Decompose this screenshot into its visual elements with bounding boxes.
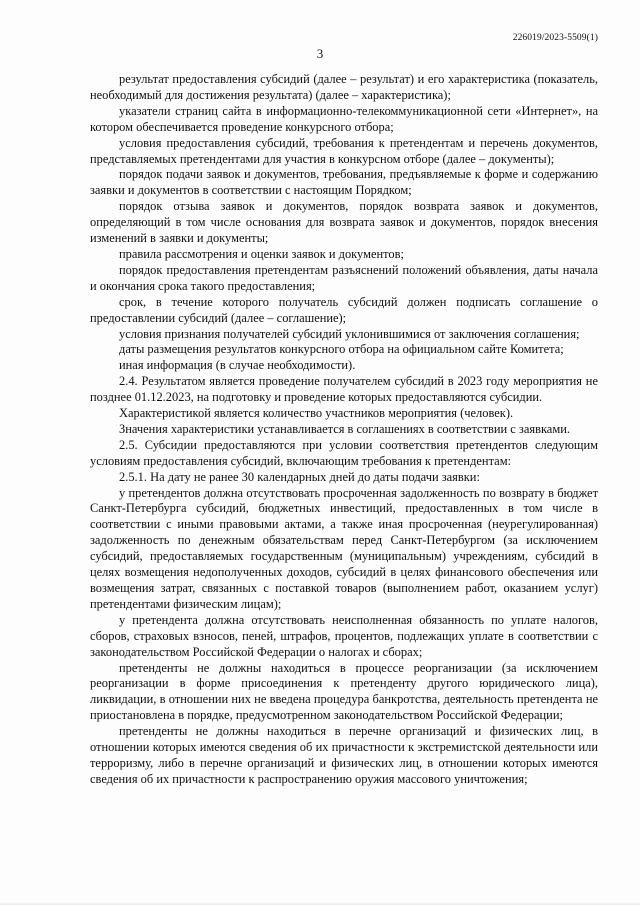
paragraph: у претендента должна отсутствовать неисполненная обязанность по уплате налогов, сборов, страховых взносов, пеней, штрафов, процентов, подлежащих уплате в соответствии с законодательством Российской Федерации о налогах и сборах; <box>90 612 598 659</box>
paragraph: указатели страниц сайта в информационно-телекоммуникационной сети «Интернет», на котором обеспечивается проведение конкурсного отбора; <box>90 103 598 134</box>
paragraph: порядок подачи заявок и документов, требования, предъявляемые к форме и содержанию заявки и документов в соответствии с настоящим Порядком; <box>90 167 598 198</box>
document-number: 226019/2023-5509(1) <box>512 33 598 43</box>
paragraph: иная информация (в случае необходимости). <box>119 358 356 373</box>
paragraph: даты размещения результатов конкурсного отбора на официальном сайте Комитета; <box>119 342 564 357</box>
paragraph: срок, в течение которого получатель субсидий должен подписать соглашение о предоставлении субсидий (далее – соглашение); <box>90 294 598 325</box>
paragraph: порядок предоставления претендентам разъяснений положений объявления, даты начала и окончания срока такого предоставления; <box>90 262 598 293</box>
paragraph: условия предоставления субсидий, требования к претендентам и перечень документов, представляемых претендентами для участия в конкурсном отборе (далее – документы); <box>90 135 598 166</box>
paragraph: правила рассмотрения и оценки заявок и документов; <box>119 246 404 261</box>
paragraph: порядок отзыва заявок и документов, порядок возврата заявок и документов, определяющий в том числе основания для возврата заявок и документов, порядок внесения изменений в заявки и документы; <box>90 199 598 246</box>
paragraph: у претендентов должна отсутствовать просроченная задолженность по возврату в бюджет Санкт-Петербурга субсидий, бюджетных инвестиций, предоставленных в том числе в соответствии с иными правовыми актами, а также иная просроченная (неурегулированная) задолженность по денежным обязательствам перед Санкт-Петербургом (за исключением субсидий, предоставляемых государственным (муниципальным) учреждениям, субсидий в целях возмещения недополученных доходов, субсидий в целях финансового обеспечения или возмещения затрат, связанных с поставкой товаров (выполнением работ, оказанием услуг) претендентами физическим лицам); <box>90 485 598 611</box>
page-number: 3 <box>316 46 324 61</box>
paragraph: 2.5. Субсидии предоставляются при условии соответствия претендентов следующим условиям предоставления субсидий, включающим требования к претендентам: <box>90 437 598 468</box>
paragraph: претенденты не должны находиться в перечне организаций и физических лиц, в отношении которых имеются сведения об их причастности к экстремистской деятельности или терроризму, либо в перечне организаций и физических лиц, в отношении которых имеются сведения об их причастности к распространению оружия массового уничтожения; <box>90 724 598 786</box>
paragraph: претенденты не должны находиться в процессе реорганизации (за исключением реорганизации в форме присоединения к претенденту другого юридического лица), ликвидации, в отношении них не введена процедура банкротства, деятельность претендента не приостановлена в порядке, предусмотренном законодательством Российской Федерации; <box>90 660 598 723</box>
paragraph: условия признания получателей субсидий уклонившимися от заключения соглашения; <box>119 326 580 341</box>
paragraph: Значения характеристики устанавливается в соглашениях в соответствии с заявками. <box>119 421 570 436</box>
document-body <box>90 72 598 788</box>
paragraph: 2.4. Результатом является проведение получателем субсидий в 2023 году мероприятия не позднее 01.12.2023, на подготовку и проведение которых предоставляются субсидии. <box>90 374 598 405</box>
paragraph: Характеристикой является количество участников мероприятия (человек). <box>119 406 514 421</box>
paragraph: результат предоставления субсидий (далее – результат) и его характеристика (показатель, необходимый для достижения результата) (далее – характеристика); <box>90 72 598 102</box>
paragraph: 2.5.1. На дату не ранее 30 календарных дней до даты подачи заявки: <box>119 469 480 484</box>
